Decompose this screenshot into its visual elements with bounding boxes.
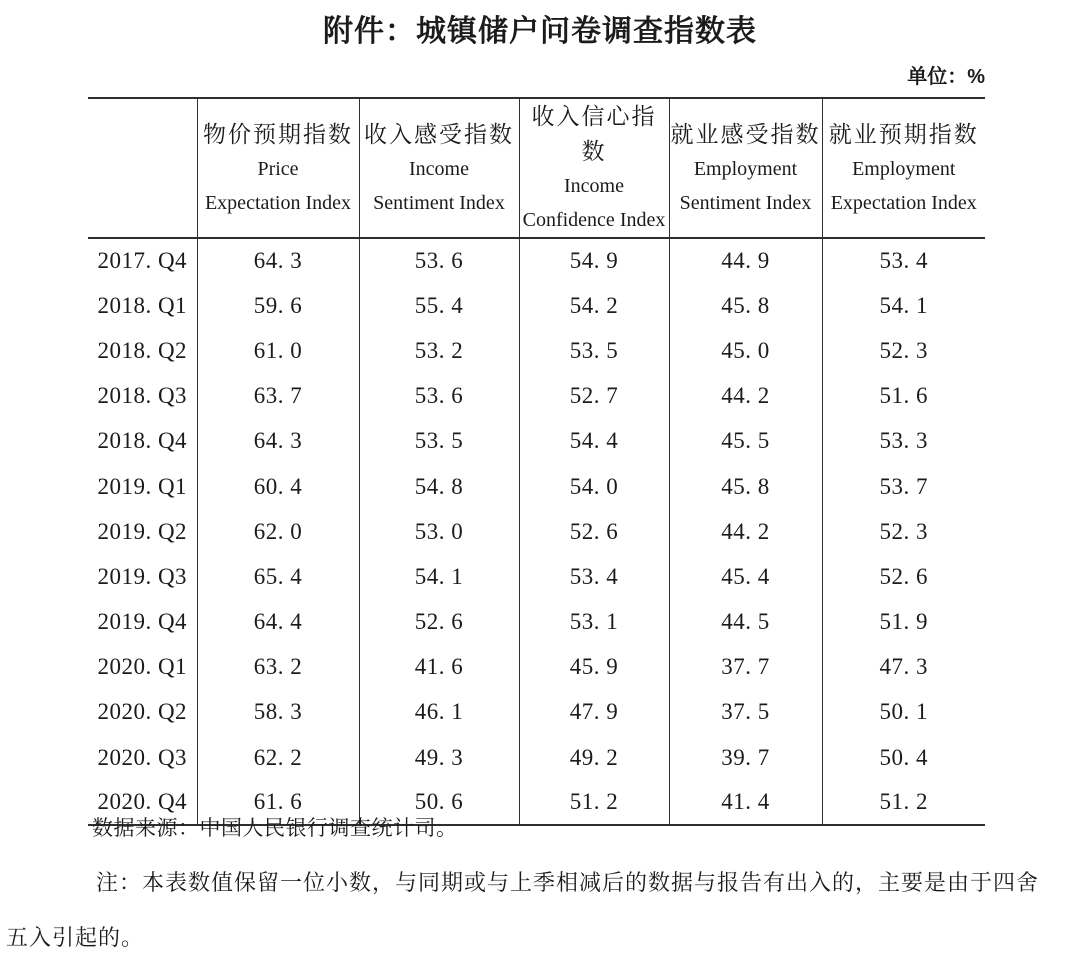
value-cell: 44. 2 <box>669 509 822 554</box>
column-header <box>359 98 519 238</box>
value-cell: 53. 5 <box>519 328 669 373</box>
value-cell: 47. 3 <box>822 645 985 690</box>
header-row <box>88 98 985 238</box>
page-title: 附件：城镇储户问卷调查指数表 <box>323 15 757 48</box>
table-row <box>88 645 985 690</box>
value-cell: 54. 2 <box>519 283 669 328</box>
value-cell: 53. 4 <box>822 238 985 283</box>
period-cell: 2017. Q4 <box>97 248 188 274</box>
value-cell: 53. 2 <box>359 328 519 373</box>
period-cell: 2019. Q3 <box>97 563 188 589</box>
index-table <box>88 97 985 826</box>
value-cell: 44. 5 <box>669 600 822 645</box>
value-cell: 46. 1 <box>359 690 519 735</box>
column-header-en: Employment <box>852 157 956 180</box>
value-cell: 52. 3 <box>822 509 985 554</box>
data-source-note: 数据来源：中国人民银行调查统计司。 <box>92 816 458 840</box>
period-cell: 2018. Q1 <box>97 292 188 318</box>
value-cell: 44. 9 <box>669 238 822 283</box>
value-cell: 52. 3 <box>822 328 985 373</box>
value-cell: 53. 6 <box>359 238 519 283</box>
value-cell: 54. 1 <box>359 554 519 599</box>
value-cell: 52. 6 <box>822 554 985 599</box>
table-row <box>88 374 985 419</box>
value-cell: 47. 9 <box>519 690 669 735</box>
value-cell: 53. 4 <box>519 554 669 599</box>
column-header-zh: 就业感受指数 <box>670 121 821 147</box>
column-header <box>197 98 359 238</box>
value-cell: 62. 0 <box>197 509 359 554</box>
unit-label: 单位：% <box>907 66 985 88</box>
period-cell: 2020. Q3 <box>97 744 188 770</box>
table-body <box>88 238 985 825</box>
value-cell: 63. 7 <box>197 374 359 419</box>
value-cell: 53. 6 <box>359 374 519 419</box>
column-header-en: Expectation Index <box>204 191 352 214</box>
value-cell: 51. 2 <box>822 780 985 825</box>
value-cell: 45. 5 <box>669 419 822 464</box>
column-header <box>519 98 669 238</box>
table-row <box>88 509 985 554</box>
value-cell: 52. 7 <box>519 374 669 419</box>
table-row <box>88 600 985 645</box>
table-row <box>88 238 985 283</box>
value-cell: 60. 4 <box>197 464 359 509</box>
value-cell: 53. 3 <box>822 419 985 464</box>
value-cell: 52. 6 <box>359 600 519 645</box>
value-cell: 53. 5 <box>359 419 519 464</box>
column-header-en: Confidence Index <box>522 209 666 231</box>
value-cell: 54. 1 <box>822 283 985 328</box>
period-cell: 2018. Q3 <box>97 383 188 409</box>
value-cell: 54. 0 <box>519 464 669 509</box>
value-cell: 55. 4 <box>359 283 519 328</box>
column-header-en: Income <box>409 157 469 180</box>
column-header-zh: 物价预期指数 <box>203 121 353 147</box>
value-cell: 51. 6 <box>822 374 985 419</box>
column-header <box>822 98 985 238</box>
period-cell: 2020. Q1 <box>97 654 188 680</box>
column-header <box>669 98 822 238</box>
value-cell: 64. 3 <box>197 419 359 464</box>
value-cell: 44. 2 <box>669 374 822 419</box>
value-cell: 51. 9 <box>822 600 985 645</box>
value-cell: 45. 8 <box>669 464 822 509</box>
value-cell: 58. 3 <box>197 690 359 735</box>
value-cell: 61. 6 <box>197 780 359 825</box>
table-row <box>88 464 985 509</box>
period-cell: 2020. Q2 <box>97 699 188 725</box>
value-cell: 64. 3 <box>197 238 359 283</box>
value-cell: 37. 7 <box>669 645 822 690</box>
value-cell: 64. 4 <box>197 600 359 645</box>
column-header-en: Employment <box>693 157 798 180</box>
period-cell: 2020. Q4 <box>97 789 188 815</box>
column-header-en: Expectation Index <box>830 191 977 214</box>
value-cell: 54. 8 <box>359 464 519 509</box>
table-row <box>88 554 985 599</box>
value-cell: 50. 1 <box>822 690 985 735</box>
table-header <box>88 98 985 238</box>
period-cell: 2018. Q2 <box>97 337 188 363</box>
table-row <box>88 328 985 373</box>
value-cell: 41. 6 <box>359 645 519 690</box>
column-header-zh: 收入信心指数 <box>531 104 657 164</box>
column-header-zh: 收入感受指数 <box>364 121 514 147</box>
value-cell: 45. 9 <box>519 645 669 690</box>
column-header-zh: 就业预期指数 <box>828 121 979 147</box>
value-cell: 61. 0 <box>197 328 359 373</box>
value-cell: 41. 4 <box>669 780 822 825</box>
column-header-en: Sentiment Index <box>373 191 505 214</box>
corner-cell <box>88 98 197 238</box>
value-cell: 59. 6 <box>197 283 359 328</box>
value-cell: 63. 2 <box>197 645 359 690</box>
value-cell: 51. 2 <box>519 780 669 825</box>
column-header-en: Income <box>564 175 624 197</box>
value-cell: 49. 3 <box>359 735 519 780</box>
value-cell: 39. 7 <box>669 735 822 780</box>
value-cell: 52. 6 <box>519 509 669 554</box>
value-cell: 65. 4 <box>197 554 359 599</box>
column-header-en: Price <box>257 157 299 180</box>
footnote-line-2: 五入引起的。 <box>6 925 145 950</box>
period-cell: 2019. Q1 <box>97 473 188 499</box>
value-cell: 53. 1 <box>519 600 669 645</box>
value-cell: 50. 6 <box>359 780 519 825</box>
value-cell: 50. 4 <box>822 735 985 780</box>
value-cell: 53. 7 <box>822 464 985 509</box>
value-cell: 49. 2 <box>519 735 669 780</box>
table-row <box>88 419 985 464</box>
column-header-en: Sentiment Index <box>679 191 812 214</box>
table-row <box>88 735 985 780</box>
value-cell: 45. 4 <box>669 554 822 599</box>
footnote-line-1: 注：本表数值保留一位小数，与同期或与上季相减后的数据与报告有出入的，主要是由于四舍 <box>96 870 1040 895</box>
value-cell: 53. 0 <box>359 509 519 554</box>
table-row <box>88 283 985 328</box>
period-cell: 2018. Q4 <box>97 428 188 454</box>
table-row <box>88 690 985 735</box>
period-cell: 2019. Q4 <box>97 609 188 635</box>
value-cell: 62. 2 <box>197 735 359 780</box>
value-cell: 54. 4 <box>519 419 669 464</box>
value-cell: 45. 8 <box>669 283 822 328</box>
value-cell: 45. 0 <box>669 328 822 373</box>
period-cell: 2019. Q2 <box>97 518 188 544</box>
value-cell: 54. 9 <box>519 238 669 283</box>
value-cell: 37. 5 <box>669 690 822 735</box>
